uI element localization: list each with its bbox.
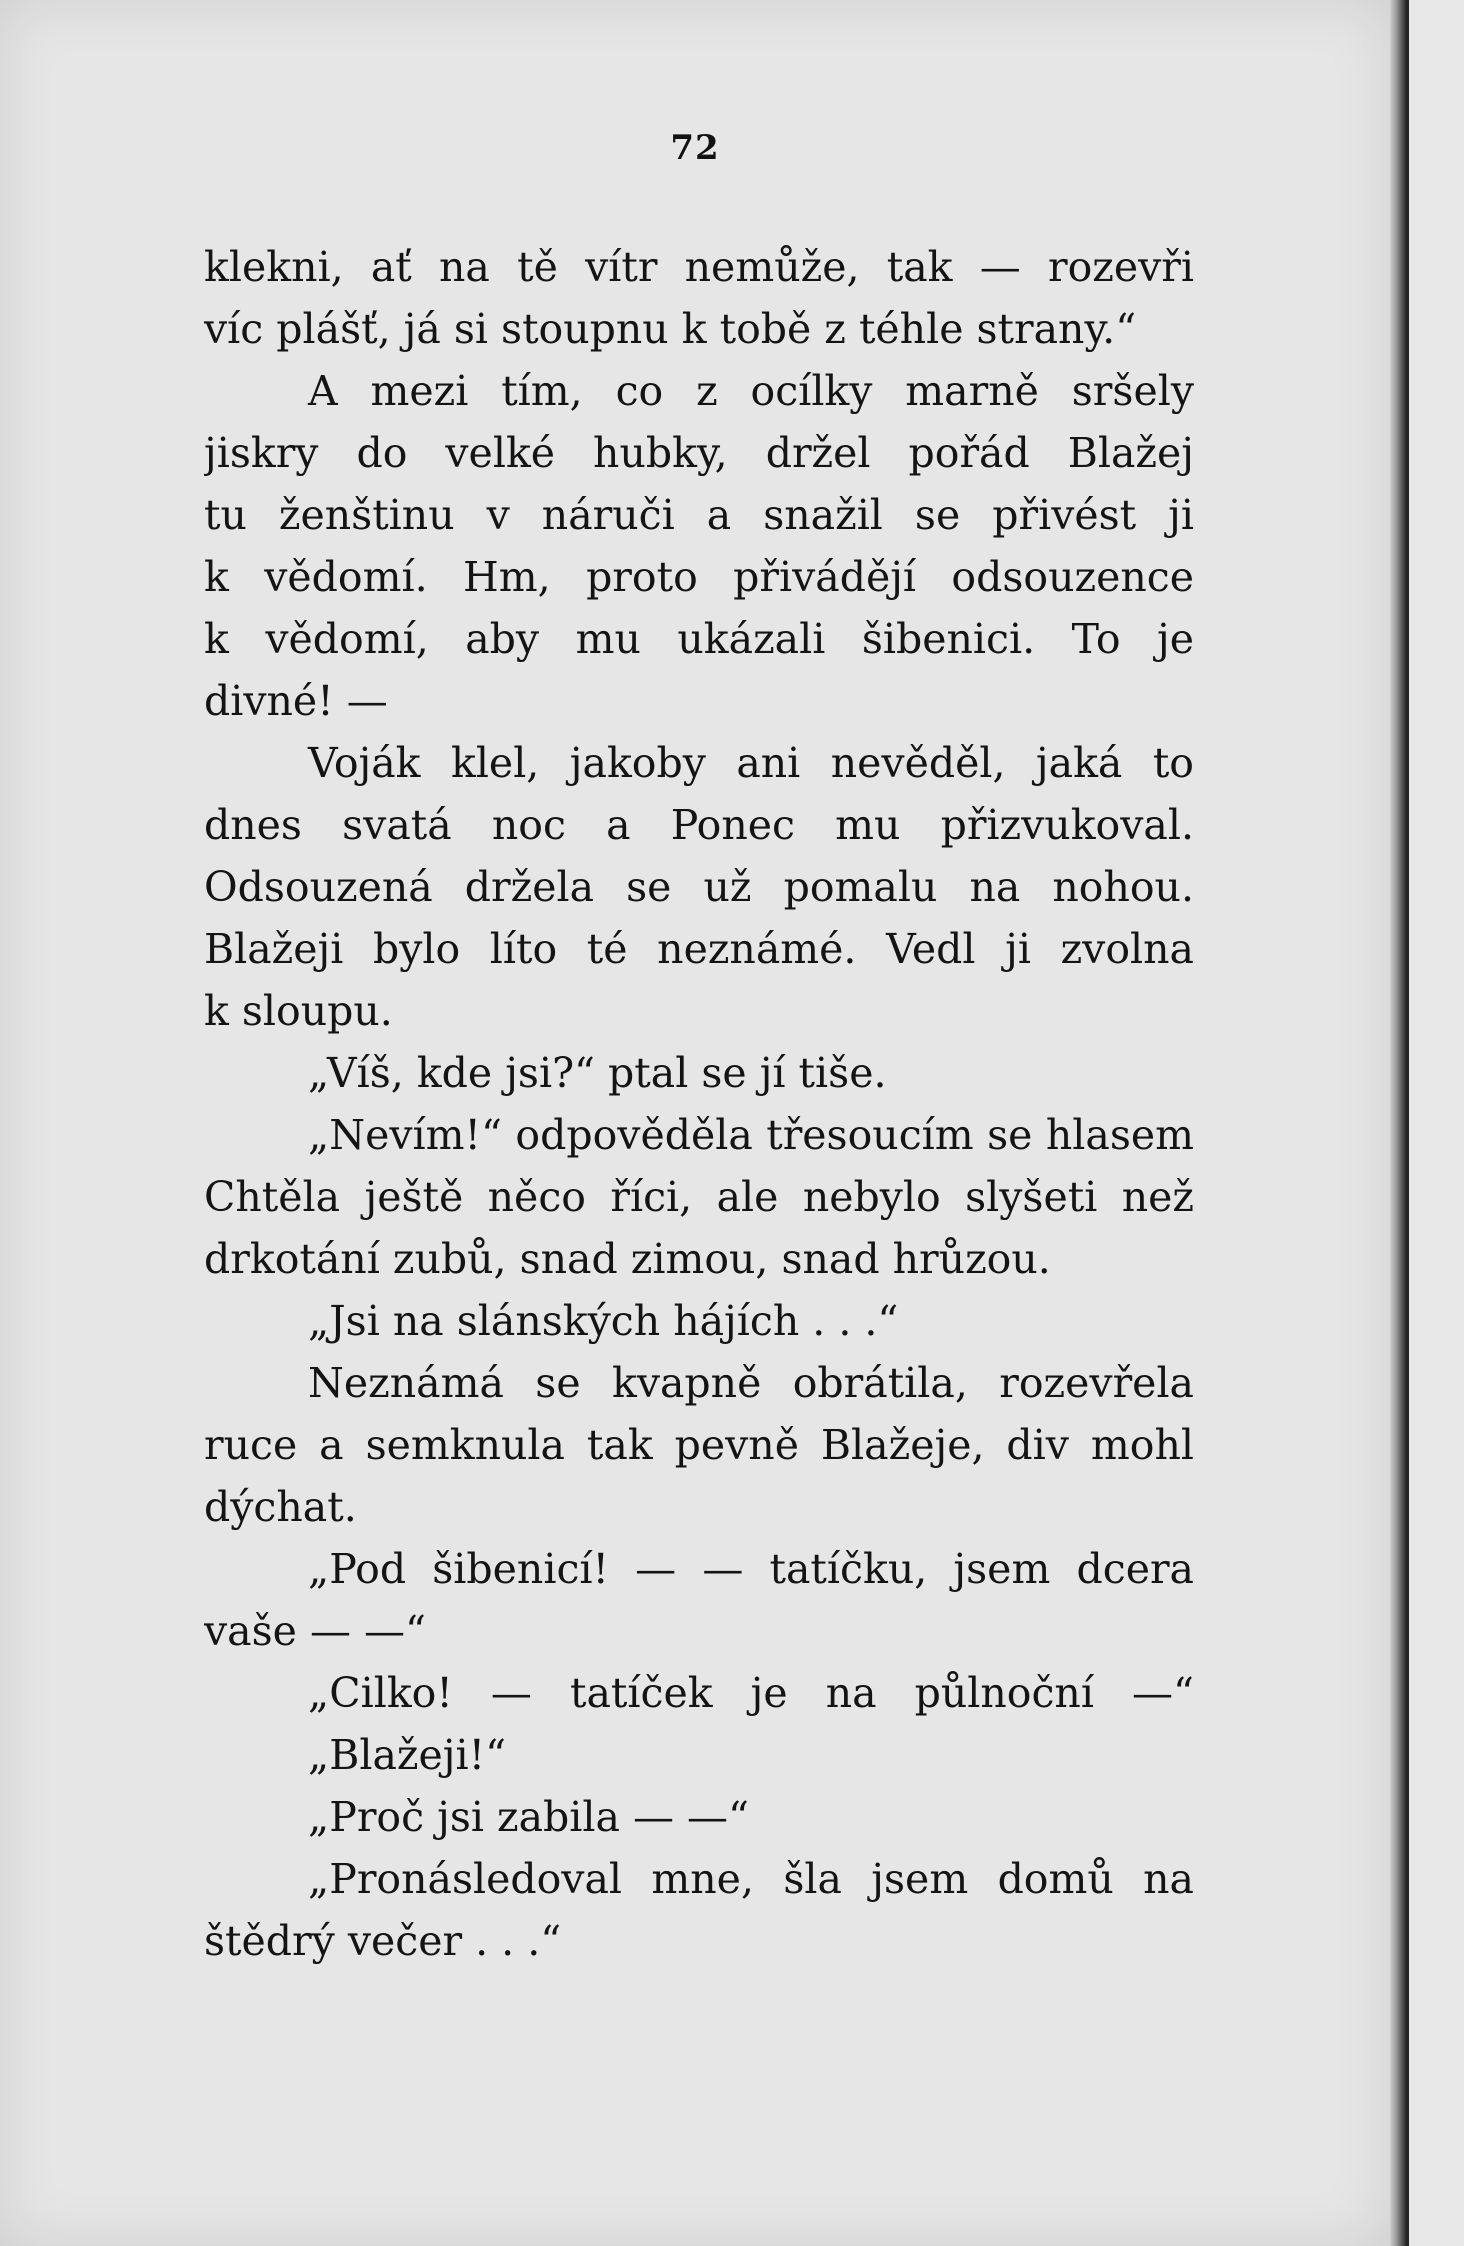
text-line: Neznámá se kvapně obrátila, rozevřela	[308, 1359, 1194, 1407]
text-line: k sloupu.	[204, 987, 393, 1035]
text-line: víc plášť, já si stoupnu k tobě z téhle strany.“	[204, 305, 1137, 353]
page-number: 72	[670, 128, 720, 168]
text-line: divné! —	[204, 677, 388, 725]
text-line: „Cilko! — tatíček je na půlnoční —“	[308, 1669, 1194, 1717]
text-line: klekni, ať na tě vítr nemůže, tak — rozevři	[204, 243, 1194, 291]
text-line: drkotání zubů, snad zimou, snad hrůzou.	[204, 1235, 1051, 1283]
text-line: Blažeji bylo líto té neznámé. Vedl ji zvolna	[204, 925, 1194, 973]
text-line: k vědomí, aby mu ukázali šibenici. To je	[204, 615, 1194, 663]
text-line: tu ženštinu v náruči a snažil se přivést ji	[204, 491, 1194, 539]
text-line: Chtěla ještě něco říci, ale nebylo slyšeti než	[204, 1173, 1194, 1221]
text-line: ruce a semknula tak pevně Blažeje, div mohl	[204, 1421, 1194, 1469]
page-edge	[1390, 0, 1406, 2246]
text-line: Voják klel, jakoby ani nevěděl, jaká to	[308, 739, 1194, 787]
text-line: Odsouzená držela se už pomalu na nohou.	[204, 863, 1194, 911]
text-line: vaše — —“	[204, 1607, 426, 1655]
text-line: dnes svatá noc a Ponec mu přizvukoval.	[204, 801, 1194, 849]
adjacent-page-strip	[1406, 0, 1464, 2246]
text-line: „Víš, kde jsi?“ ptal se jí tiše.	[308, 1049, 887, 1097]
body-text	[204, 236, 1194, 1972]
text-line: „Jsi na slánských hájích . . .“	[308, 1297, 899, 1345]
text-line: A mezi tím, co z ocílky marně sršely	[308, 367, 1194, 415]
text-line: „Pod šibenicí! — — tatíčku, jsem dcera	[308, 1545, 1194, 1593]
text-line: dýchat.	[204, 1483, 357, 1531]
text-line: k vědomí. Hm, proto přivádějí odsouzence	[204, 553, 1194, 601]
text-line: „Nevím!“ odpověděla třesoucím se hlasem	[308, 1111, 1194, 1159]
text-line: jiskry do velké hubky, držel pořád Blažej	[204, 429, 1194, 477]
text-line: „Proč jsi zabila — —“	[308, 1793, 749, 1841]
text-line: „Blažeji!“	[308, 1731, 507, 1779]
text-line: štědrý večer . . .“	[204, 1917, 562, 1965]
text-line: „Pronásledoval mne, šla jsem domů na	[308, 1855, 1194, 1903]
